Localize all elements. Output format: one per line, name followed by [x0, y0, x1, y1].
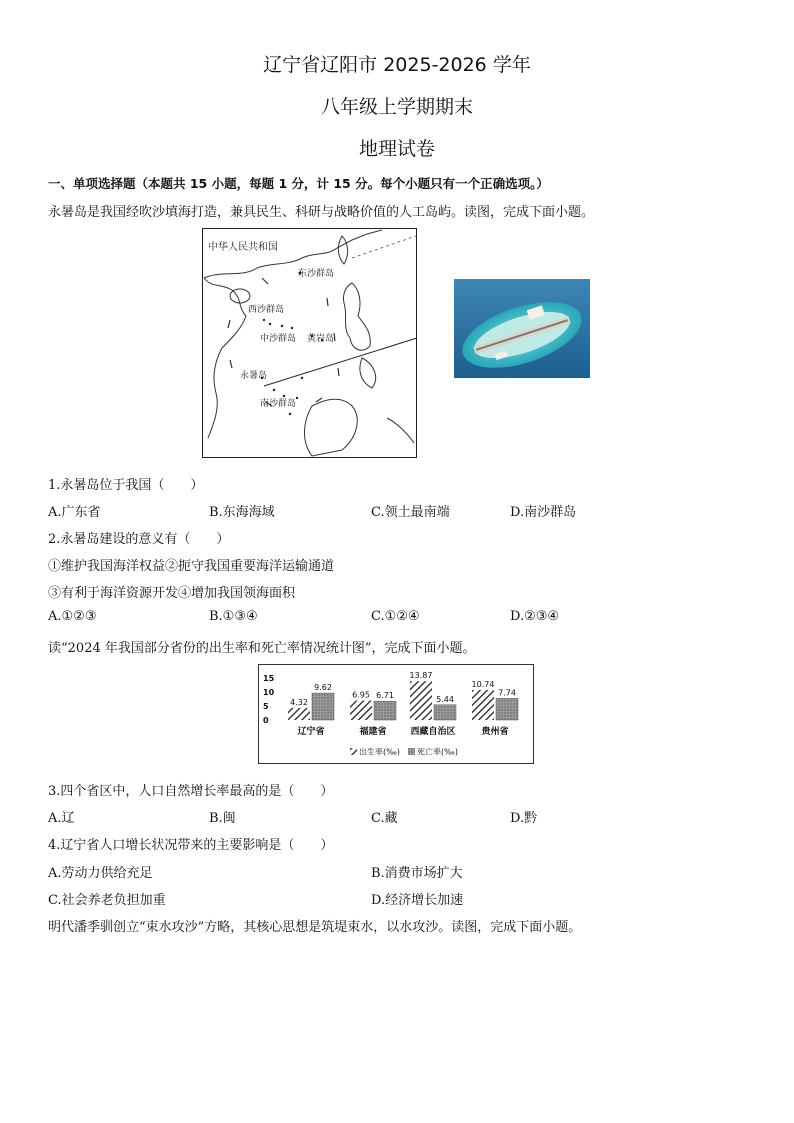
map-label-dongsha: 东沙群岛	[298, 269, 335, 279]
q3-stem: 3.四个省区中，人口自然增长率最高的是（ ）	[48, 784, 334, 799]
death-rate-bar	[312, 693, 334, 720]
legend-label-birth: 出生率(‰)	[359, 747, 400, 757]
y-tick-label: 0	[263, 716, 269, 725]
y-tick-label: 5	[263, 702, 269, 711]
map-label-zhongsha: 中沙群岛	[260, 334, 297, 344]
section-heading: 一、单项选择题（本题共 15 小题，每题 1 分，计 15 分。每个小题只有一个正确选项。）	[48, 176, 549, 191]
birth-rate-bar	[410, 681, 432, 720]
death-rate-value-label: 7.74	[498, 688, 516, 698]
q3-option-c[interactable]: C.藏	[371, 811, 398, 826]
q2-option-d[interactable]: D.②③④	[510, 609, 560, 624]
map-label-xisha: 西沙群岛	[248, 305, 285, 315]
yongshu-island-photo	[454, 279, 590, 378]
birth-rate-value-label: 4.32	[290, 697, 308, 707]
birth-rate-bar	[472, 690, 494, 720]
q2-option-b[interactable]: B.①③④	[209, 609, 258, 624]
q2-item-2: ③有利于海洋资源开发④增加我国领海面积	[48, 586, 296, 601]
category-label: 贵州省	[481, 727, 509, 737]
map-country-label: 中华人民共和国	[208, 242, 278, 253]
exam-title-line2: 八年级上学期期末	[320, 96, 473, 118]
q4-option-a[interactable]: A.劳动力供给充足	[48, 866, 153, 881]
q4-option-c[interactable]: C.社会养老负担加重	[48, 893, 166, 908]
map-label-yongshu: 永暑岛	[240, 371, 268, 381]
q1-option-a[interactable]: A.广东省	[48, 505, 101, 520]
south-china-sea-map	[202, 228, 417, 458]
legend-swatch-birth	[350, 748, 357, 755]
birth-death-rate-chart	[258, 664, 534, 764]
q1-stem: 1.永暑岛位于我国（ ）	[48, 478, 204, 493]
q2-stem: 2.永暑岛建设的意义有（ ）	[48, 532, 230, 547]
death-rate-value-label: 6.71	[376, 691, 394, 701]
passage-intro-1: 永暑岛是我国经吹沙填海打造，兼具民生、科研与战略价值的人工岛屿。读图，完成下面小题。	[48, 205, 595, 220]
category-label: 辽宁省	[297, 727, 325, 737]
death-rate-bar	[374, 701, 396, 720]
birth-rate-value-label: 10.74	[471, 679, 495, 689]
death-rate-value-label: 9.62	[314, 683, 332, 693]
y-tick-label: 15	[263, 674, 275, 683]
q2-option-a[interactable]: A.①②③	[48, 609, 97, 624]
q4-option-b[interactable]: B.消费市场扩大	[371, 866, 463, 881]
death-rate-bar	[496, 698, 518, 720]
q3-option-b[interactable]: B.闽	[209, 811, 236, 826]
category-label: 西藏自治区	[410, 727, 456, 737]
legend-label-death: 死亡率(‰)	[417, 747, 458, 757]
category-label: 福建省	[359, 727, 387, 737]
q4-option-d[interactable]: D.经济增长加速	[371, 893, 464, 908]
q1-option-c[interactable]: C.领土最南端	[371, 505, 450, 520]
death-rate-value-label: 5.44	[436, 694, 454, 704]
map-label-huangyan: 黄岩岛	[307, 334, 335, 344]
q2-option-c[interactable]: C.①②④	[371, 609, 420, 624]
legend-swatch-death	[408, 748, 415, 755]
birth-rate-bar	[350, 701, 372, 720]
death-rate-bar	[434, 705, 456, 720]
q4-stem: 4.辽宁省人口增长状况带来的主要影响是（ ）	[48, 838, 334, 853]
passage-intro-3: 明代潘季驯创立“束水攻沙”方略，其核心思想是筑堤束水，以水攻沙。读图，完成下面小题。	[48, 920, 582, 935]
exam-title-line1: 辽宁省辽阳市 2025-2026 学年	[263, 54, 531, 76]
birth-rate-bar	[288, 708, 310, 720]
q1-option-d[interactable]: D.南沙群岛	[510, 505, 577, 520]
birth-rate-value-label: 13.87	[409, 671, 433, 681]
map-label-nansha: 南沙群岛	[260, 399, 297, 409]
q2-item-1: ①维护我国海洋权益②扼守我国重要海洋运输通道	[48, 559, 335, 574]
exam-title-line3: 地理试卷	[358, 138, 435, 160]
q3-option-a[interactable]: A.辽	[48, 811, 75, 826]
y-tick-label: 10	[263, 688, 275, 697]
q3-option-d[interactable]: D.黔	[510, 811, 538, 826]
birth-rate-value-label: 6.95	[352, 690, 370, 700]
q1-option-b[interactable]: B.东海海域	[209, 505, 275, 520]
passage-intro-2: 读“2024 年我国部分省份的出生率和死亡率情况统计图”，完成下面小题。	[48, 641, 476, 656]
